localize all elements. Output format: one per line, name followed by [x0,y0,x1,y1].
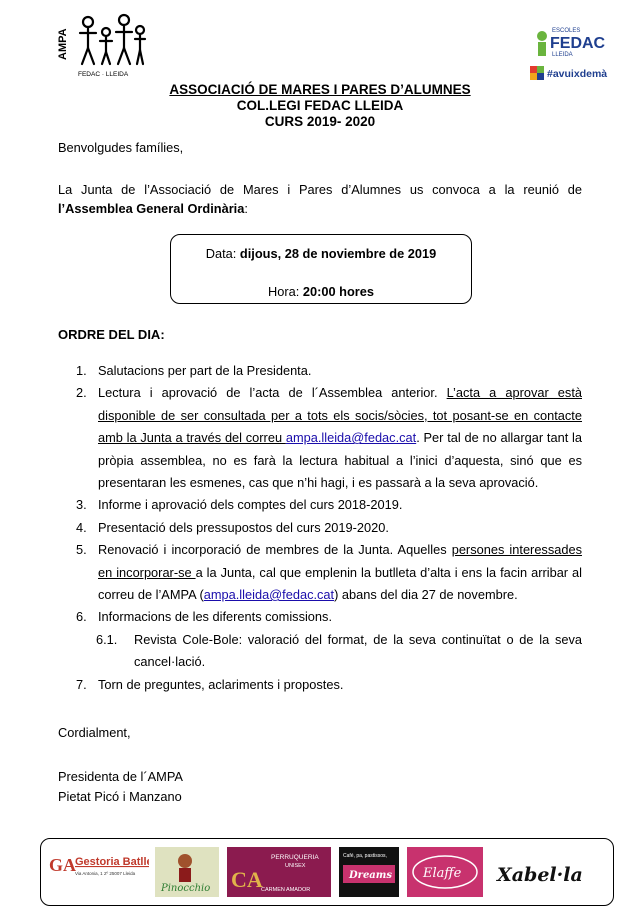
sponsor-elaffe [407,847,483,897]
ampa-logo [58,8,148,80]
sponsor-name: Xabel·la [497,864,583,886]
sponsor-top-text: Café, pa, pastissos, [343,853,387,859]
list-item: 1. Salutacions per part de la Presidenta. [76,363,312,378]
list-item: 5. Renovació i incorporació de membres de la Junta. Aquelles persones interessades en incorporar-se a la Junta, cal que emplenin la butlleta d’alta i ens la facin arribar al correu de l’AMPA (ampa.lleida@fedac.cat) abans del dia 27 de novembre. [76,542,583,603]
title-line-3: CURS 2019- 2020 [264,114,376,129]
sponsor-pinocchio [155,847,219,897]
fedac-city: LLEIDA [552,52,573,58]
underlined-text: L’acta a aprovar està disponible de ser consultada per a tots els socis/sòcies, tot posant-se en contacte amb la Junta a través del correu [98,385,582,446]
ampa-caption: FEDAC · LLEIDA [78,71,129,78]
agenda-list [76,360,582,696]
sponsor-name: Pinocchio [161,883,211,894]
intro-text: La Junta de l’Associació de Mares i Pares d’Alumnes us convoca a la reunió de [58,182,582,197]
fedac-logo [530,14,630,84]
title-line-1: ASSOCIACIÓ DE MARES I PARES D’ALUMNES [169,82,471,97]
list-item: 4. Presentació dels pressupostos del curs 2019-2020. [76,519,389,535]
sponsor-dreams [339,847,399,897]
title-line-2: COL.LEGI FEDAC LLEIDA [236,98,404,113]
puzzle-icon [530,66,544,80]
sponsor-name: Dreams [349,870,392,881]
agenda-title: ORDRE DEL DIA: [58,327,165,342]
signature-name: Pietat Picó i Manzano [58,789,182,804]
closing: Cordialment, [58,725,131,740]
sponsor-mid-text: UNISEX [285,863,306,869]
intro-paragraph [58,180,582,218]
document-title [100,82,540,130]
svg-text:CA: CA [231,867,263,892]
meeting-date [171,244,471,264]
signature-role: Presidenta de l´AMPA [58,769,183,784]
date-value: dijous, 28 de noviembre de 2019 [239,246,437,261]
intro-bold: l’Assemblea General Ordinària [58,201,245,216]
list-item: 2. Lectura i aprovació de l’acta de l´Assemblea anterior. L’acta a aprovar està disponible de ser consultada per a tots els socis/sòcies, tot posant-se en contacte amb la Junta a través del correu ampa.lleida@fedac.cat. Per tal de no allargar tant la pròpia assemblea, no es farà la lectura habitual a l’inici d’aquesta, sinó que es presentaran les esmenes, cas que n’hi hagi, i es passarà a la seva aprovació. [76,385,582,491]
sponsors-banner [40,838,614,906]
signature [58,767,582,807]
ampa-letters: AMPA [58,28,69,60]
greeting: Benvolgudes famílies, [58,140,184,155]
sponsor-xabella [493,847,603,897]
time-label: Hora: [268,284,303,299]
sponsor-perruqueria [227,847,331,897]
sponsor-name: Gestoria Batlle [75,856,149,868]
hashtag: #avuixdemà [547,68,608,80]
sponsor-top-text: PERRUQUERIA [271,854,319,861]
svg-text:GA: GA [49,855,76,875]
sub-list-item: 6.1. Revista Cole-Bole: valoració del format, de la seva continuïtat o de la seva cancel·lació. [96,631,582,670]
meeting-box [170,234,472,304]
list-item: 6. Informacions de les diferents comissions. [76,609,332,625]
fedac-small-text: ESCOLES [552,28,581,34]
date-label: Data: [205,246,240,261]
email-link[interactable]: ampa.lleida@fedac.cat [285,430,417,446]
fedac-name: FEDAC [550,35,606,52]
meeting-time [171,282,471,302]
underlined-text: persones interessades en incorporar-se [98,542,582,580]
sponsor-name: CARMEN AMADOR [261,887,311,893]
time-value: 20:00 hores [302,284,374,299]
email-link[interactable]: ampa.lleida@fedac.cat [203,587,335,603]
sponsor-gestoria-batlle [49,847,149,897]
sponsor-name: Elaffe [423,866,462,881]
list-item: 7. Torn de preguntes, aclariments i propostes. [76,676,344,692]
list-item: 3. Informe i aprovació dels comptes del curs 2018-2019. [76,497,403,513]
sponsor-address: Via Antonia, 1 2º 25007 Lleida [75,871,136,876]
intro-end: : [244,201,248,216]
